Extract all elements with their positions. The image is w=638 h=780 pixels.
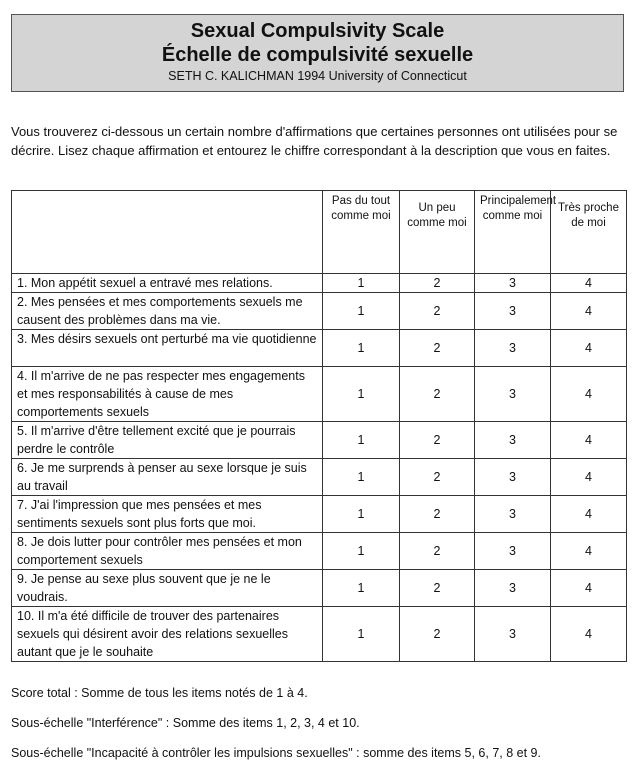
rating-option[interactable]: 1 — [323, 607, 400, 662]
rating-option[interactable]: 1 — [323, 274, 400, 293]
rating-option[interactable]: 4 — [551, 422, 627, 459]
item-statement: 1. Mon appétit sexuel a entravé mes relations. — [12, 274, 323, 293]
item-statement: 2. Mes pensées et mes comportements sexuels me causent des problèmes dans ma vie. — [12, 293, 323, 330]
column-header: Très proche de moi — [551, 191, 627, 274]
scale-table — [11, 190, 627, 662]
rating-option[interactable]: 2 — [400, 293, 475, 330]
rating-option[interactable]: 3 — [475, 367, 551, 422]
instructions-paragraph: Vous trouverez ci-dessous un certain nombre d'affirmations que certaines personnes ont utilisées pour se décrire. Lisez chaque affirmation et entourez le chiffre correspondant à la description que vous en faites. — [11, 124, 618, 158]
rating-option[interactable]: 3 — [475, 293, 551, 330]
rating-option[interactable]: 4 — [551, 496, 627, 533]
rating-option[interactable]: 4 — [551, 459, 627, 496]
rating-option[interactable]: 3 — [475, 496, 551, 533]
column-header: Pas du tout comme moi — [323, 191, 400, 274]
rating-option[interactable]: 1 — [323, 293, 400, 330]
table-row — [12, 496, 627, 533]
rating-option[interactable]: 4 — [551, 367, 627, 422]
rating-option[interactable]: 1 — [323, 496, 400, 533]
table-row — [12, 293, 627, 330]
rating-option[interactable]: 1 — [323, 367, 400, 422]
rating-option[interactable]: 1 — [323, 533, 400, 570]
title-english: Sexual Compulsivity Scale — [190, 20, 445, 42]
rating-option[interactable]: 1 — [323, 459, 400, 496]
rating-option[interactable]: 3 — [475, 570, 551, 607]
rating-option[interactable]: 3 — [475, 607, 551, 662]
rating-option[interactable]: 4 — [551, 330, 627, 367]
rating-option[interactable]: 2 — [400, 533, 475, 570]
table-row — [12, 367, 627, 422]
table-row — [12, 274, 627, 293]
impulse-subscale-note: Sous-échelle "Incapacité à contrôler les impulsions sexuelles" : somme des items 5, 6, 7, 8 et 9. — [11, 746, 541, 760]
item-statement: 10. Il m'a été difficile de trouver des partenaires sexuels qui désirent avoir des relations sexuelles autant que je le souhaite — [12, 607, 323, 662]
rating-option[interactable]: 4 — [551, 274, 627, 293]
column-header: Un peu comme moi — [400, 191, 475, 274]
rating-option[interactable]: 2 — [400, 274, 475, 293]
rating-option[interactable]: 2 — [400, 330, 475, 367]
item-statement: 8. Je dois lutter pour contrôler mes pensées et mon comportement sexuels — [12, 533, 323, 570]
rating-option[interactable]: 3 — [475, 422, 551, 459]
rating-option[interactable]: 4 — [551, 570, 627, 607]
table-row — [12, 607, 627, 662]
rating-option[interactable]: 2 — [400, 496, 475, 533]
title-banner — [11, 14, 624, 92]
rating-option[interactable]: 2 — [400, 607, 475, 662]
table-row — [12, 533, 627, 570]
title-french: Échelle de compulsivité sexuelle — [161, 44, 474, 66]
rating-option[interactable]: 1 — [323, 570, 400, 607]
item-column-header — [12, 191, 323, 274]
rating-option[interactable]: 2 — [400, 459, 475, 496]
rating-option[interactable]: 2 — [400, 422, 475, 459]
item-statement: 7. J'ai l'impression que mes pensées et mes sentiments sexuels sont plus forts que moi. — [12, 496, 323, 533]
item-statement: 5. Il m'arrive d'être tellement excité que je pourrais perdre le contrôle — [12, 422, 323, 459]
interference-subscale-note: Sous-échelle "Interférence" : Somme des items 1, 2, 3, 4 et 10. — [11, 716, 360, 730]
item-statement: 3. Mes désirs sexuels ont perturbé ma vie quotidienne — [12, 330, 323, 367]
rating-option[interactable]: 3 — [475, 274, 551, 293]
table-header-row — [12, 191, 627, 274]
rating-option[interactable]: 1 — [323, 422, 400, 459]
column-header: Principalement comme moi — [475, 191, 551, 274]
table-row — [12, 330, 627, 367]
rating-option[interactable]: 4 — [551, 533, 627, 570]
table-row — [12, 422, 627, 459]
rating-option[interactable]: 2 — [400, 367, 475, 422]
rating-option[interactable]: 4 — [551, 293, 627, 330]
table-row — [12, 459, 627, 496]
author-line: SETH C. KALICHMAN 1994 University of Connecticut — [168, 69, 467, 83]
rating-option[interactable]: 1 — [323, 330, 400, 367]
rating-option[interactable]: 3 — [475, 330, 551, 367]
total-score-note: Score total : Somme de tous les items notés de 1 à 4. — [11, 686, 308, 700]
item-statement: 6. Je me surprends à penser au sexe lorsque je suis au travail — [12, 459, 323, 496]
rating-option[interactable]: 3 — [475, 533, 551, 570]
item-statement: 9. Je pense au sexe plus souvent que je ne le voudrais. — [12, 570, 323, 607]
rating-option[interactable]: 4 — [551, 607, 627, 662]
rating-option[interactable]: 2 — [400, 570, 475, 607]
rating-option[interactable]: 3 — [475, 459, 551, 496]
item-statement: 4. Il m'arrive de ne pas respecter mes engagements et mes responsabilités à cause de mes comportements sexuels — [12, 367, 323, 422]
table-row — [12, 570, 627, 607]
